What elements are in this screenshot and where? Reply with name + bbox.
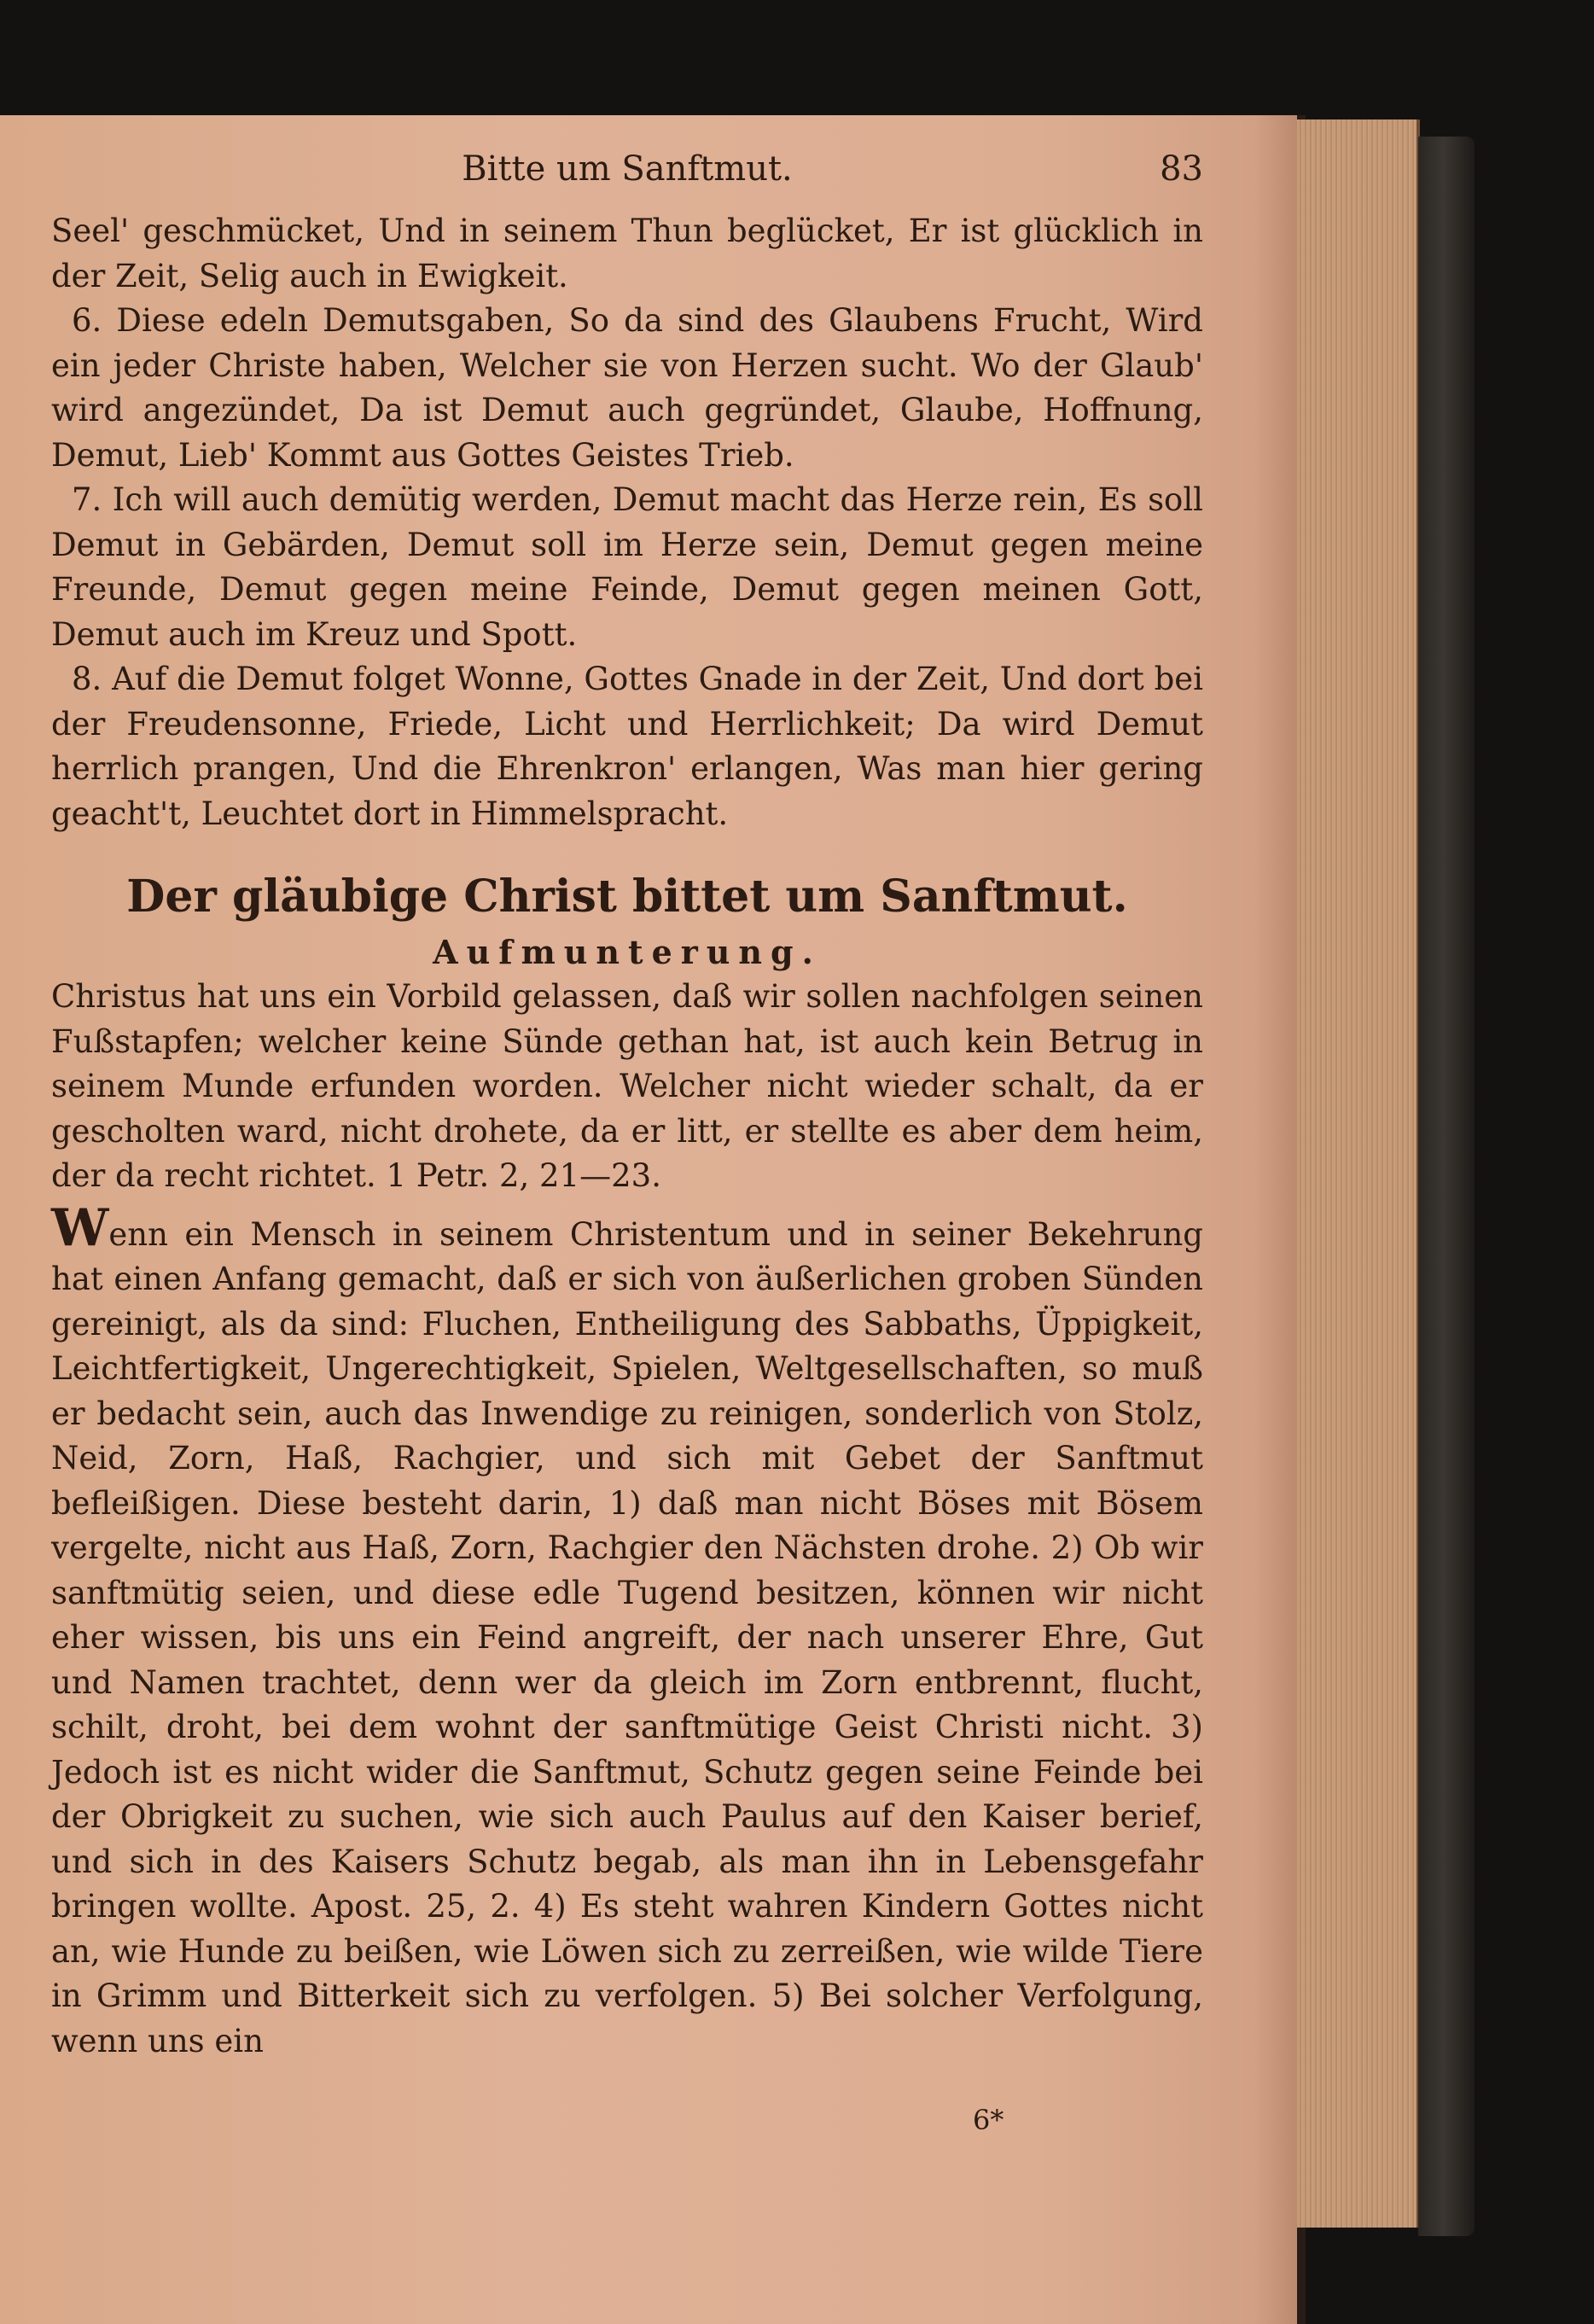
running-title: Bitte um Sanftmut.	[462, 149, 793, 189]
body-text: enn ein Mensch in seinem Christentum und in seiner Bekehrung hat einen Anfang gemacht, daß er sich von äußerlichen groben Sünden gereinigt, als da sind: Fluchen, Entheiligung des Sabbaths, Üppigkeit, Leichtfertigkeit, Ungerechtigkeit, Spielen, Weltgesellschaften, so muß er bedacht sein, auch das Inwendige zu reinigen, sonderlich von Stolz, Neid, Zorn, Haß, Rachgier, und sich mit Gebet der Sanftmut befleißigen. Diese besteht darin, 1) daß man nicht Böses mit Bösem vergelte, nicht aus Haß, Zorn, Rachgier den Nächsten drohe. 2) Ob wir sanftmütig seien, und diese edle Tugend besitzen, können wir nicht eher wissen, bis uns ein Feind angreift, der nach unserer Ehre, Gut und Namen trachtet, denn wer da gleich im Zorn entbrennt, flucht, schilt, droht, bei dem wohnt der sanftmütige Geist Christi nicht. 3) Jedoch ist es nicht wider die Sanftmut, Schutz gegen seine Feinde bei der Obrigkeit zu suchen, wie sich auch Paulus auf den Kaiser berief, und sich in des Kaisers Schutz begab, als man ihn in Lebensgefahr bringen wollte. Apost. 25, 2. 4) Es steht wahren Kindern Gottes nicht an, wie Hunde zu beißen, wie Löwen sich zu zerreißen, wie wilde Tiere in Grimm und Bitterkeit sich zu verfolgen. 5) Bei solcher Verfolgung, wenn uns ein	[51, 1215, 1203, 2059]
verse-continuation: Seel' geschmücket, Und in seinem Thun beglücket, Er ist glücklich in der Zeit, Selig auch in Ewigkeit.	[51, 213, 1203, 294]
verse-8: 8. Auf die Demut folget Wonne, Gottes Gnade in der Zeit, Und dort bei der Freudensonne, Friede, Licht und Herrlichkeit; Da wird Demut herrlich prangen, Und die Ehrenkron' erlangen, Was man hier gering geacht't, Leuchtet dort in Himmelspracht.	[51, 661, 1203, 832]
section-subheading: Aufmunterung.	[433, 933, 822, 971]
section-title: Der gläubige Christ bittet um Sanftmut.	[126, 871, 1128, 923]
page-number: 83	[1160, 149, 1203, 189]
page-text	[51, 149, 1203, 2064]
signature-mark: 6*	[973, 2104, 1004, 2136]
verse-6: 6. Diese edeln Demutsgaben, So da sind des Glaubens Frucht, Wird ein jeder Christe haben, Welcher sie von Herzen sucht. Wo der Glaub' wird angezündet, Da ist Demut auch gegründet, Glaube, Hoffnung, Demut, Lieb' Kommt aus Gottes Geistes Trieb.	[51, 302, 1203, 474]
body-paragraph	[51, 1197, 1203, 2065]
verse-7: 7. Ich will auch demütig werden, Demut macht das Herze rein, Es soll Demut in Gebärden, Demut soll im Herze sein, Demut gegen meine Freunde, Demut gegen meine Feinde, Demut gegen meinen Gott, Demut auch im Kreuz und Spott.	[51, 481, 1203, 653]
encouragement-paragraph: Christus hat uns ein Vorbild gelassen, daß wir sollen nachfolgen seinen Fußstapfen; welcher keine Sünde gethan hat, ist auch kein Betrug in seinem Munde erfunden worden. Welcher nicht wieder schalt, da er gescholten ward, nicht drohete, da er litt, er stellte es aber dem heim, der da recht richtet. 1 Petr. 2, 21—23.	[51, 978, 1203, 1194]
page-header	[51, 149, 1203, 209]
drop-cap: W	[51, 1197, 109, 1258]
book-cover-edge	[1418, 137, 1475, 2236]
page-edges	[1297, 119, 1420, 2228]
